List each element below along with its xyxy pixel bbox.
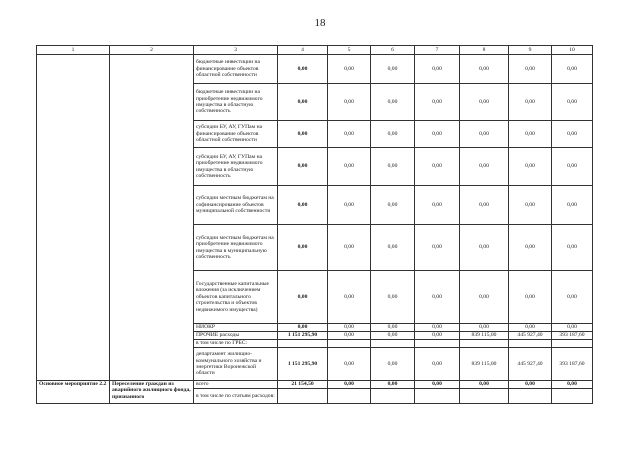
value-cell bbox=[328, 340, 371, 348]
value-cell: 0,00 bbox=[415, 84, 460, 121]
value-cell bbox=[460, 389, 509, 404]
event-number-cell: Основное мероприятие 2.2 bbox=[37, 381, 110, 404]
expense-description: НИОКР bbox=[194, 324, 278, 332]
value-cell: 0,00 bbox=[328, 332, 371, 340]
expense-description: субсидии БУ, АУ, ГУПам на финансирование объектов областной собственности bbox=[194, 121, 278, 148]
value-cell: 0,00 bbox=[552, 186, 593, 225]
expense-description: департамент жилищно-коммунального хозяйства и энергетики Воронежской области bbox=[194, 348, 278, 381]
value-cell: 0,00 bbox=[328, 381, 371, 389]
value-cell: 1 151 295,90 bbox=[278, 332, 328, 340]
empty-merged-cell bbox=[110, 55, 194, 381]
table-row bbox=[37, 55, 593, 84]
value-cell: 0,00 bbox=[371, 84, 415, 121]
table-row bbox=[37, 381, 593, 389]
value-cell: 0,00 bbox=[371, 121, 415, 148]
value-cell: 0,00 bbox=[415, 121, 460, 148]
value-cell: 0,00 bbox=[460, 271, 509, 324]
value-cell: 0,00 bbox=[552, 225, 593, 271]
value-cell: 0,00 bbox=[460, 55, 509, 84]
value-cell: 0,00 bbox=[552, 84, 593, 121]
value-cell bbox=[278, 389, 328, 404]
header-cell: 6 bbox=[371, 46, 415, 55]
value-cell: 393 187,60 bbox=[552, 348, 593, 381]
value-cell: 0,00 bbox=[415, 324, 460, 332]
value-cell: 0,00 bbox=[328, 148, 371, 186]
value-cell: 0,00 bbox=[509, 84, 552, 121]
value-cell: 0,00 bbox=[552, 271, 593, 324]
value-cell: 0,00 bbox=[552, 324, 593, 332]
value-cell: 0,00 bbox=[552, 148, 593, 186]
value-cell: 0,00 bbox=[460, 381, 509, 389]
value-cell: 0,00 bbox=[460, 324, 509, 332]
empty-merged-cell bbox=[37, 55, 110, 381]
value-cell: 0,00 bbox=[278, 225, 328, 271]
value-cell: 0,00 bbox=[278, 324, 328, 332]
value-cell: 0,00 bbox=[509, 186, 552, 225]
expense-description: Государственные капитальные вложения (за исключением объектов капитального строительства и объектов недвижимого имущества) bbox=[194, 271, 278, 324]
value-cell bbox=[278, 340, 328, 348]
expense-description: бюджетные инвестиции на финансирование объектов областной собственности bbox=[194, 55, 278, 84]
value-cell: 0,00 bbox=[278, 84, 328, 121]
value-cell: 0,00 bbox=[509, 148, 552, 186]
value-cell: 0,00 bbox=[371, 148, 415, 186]
value-cell: 0,00 bbox=[278, 148, 328, 186]
header-cell: 9 bbox=[509, 46, 552, 55]
value-cell bbox=[460, 340, 509, 348]
header-cell: 7 bbox=[415, 46, 460, 55]
value-cell: 0,00 bbox=[509, 324, 552, 332]
value-cell: 445 927,40 bbox=[509, 348, 552, 381]
value-cell: 0,00 bbox=[278, 186, 328, 225]
value-cell: 0,00 bbox=[278, 271, 328, 324]
value-cell: 1 151 295,90 bbox=[278, 348, 328, 381]
value-cell: 0,00 bbox=[371, 186, 415, 225]
value-cell: 21 154,50 bbox=[278, 381, 328, 389]
value-cell: 0,00 bbox=[328, 324, 371, 332]
value-cell: 0,00 bbox=[552, 121, 593, 148]
page-number: 18 bbox=[314, 17, 326, 29]
value-cell: 0,00 bbox=[371, 271, 415, 324]
value-cell: 0,00 bbox=[460, 84, 509, 121]
value-cell: 0,00 bbox=[460, 225, 509, 271]
value-cell: 0,00 bbox=[328, 348, 371, 381]
value-cell: 0,00 bbox=[328, 84, 371, 121]
header-cell: 2 bbox=[110, 46, 194, 55]
value-cell: 839 115,00 bbox=[460, 348, 509, 381]
value-cell: 0,00 bbox=[552, 55, 593, 84]
value-cell: 0,00 bbox=[415, 55, 460, 84]
expense-description: субсидии местным бюджетам на софинансирование объектов муниципальной собственности bbox=[194, 186, 278, 225]
value-cell: 0,00 bbox=[328, 186, 371, 225]
value-cell: 0,00 bbox=[460, 121, 509, 148]
value-cell: 839 115,00 bbox=[460, 332, 509, 340]
value-cell: 0,00 bbox=[509, 381, 552, 389]
value-cell: 0,00 bbox=[278, 121, 328, 148]
expense-description: ПРОЧИЕ расходы bbox=[194, 332, 278, 340]
expense-description: бюджетные инвестиции на приобретение недвижимого имущества в областную собственность bbox=[194, 84, 278, 121]
value-cell: 0,00 bbox=[371, 225, 415, 271]
expense-description: субсидии БУ, АУ, ГУПам на приобретение недвижимого имущества в областную собственность bbox=[194, 148, 278, 186]
header-cell: 3 bbox=[194, 46, 278, 55]
value-cell: 0,00 bbox=[328, 271, 371, 324]
header-cell: 1 bbox=[37, 46, 110, 55]
value-cell: 0,00 bbox=[415, 186, 460, 225]
value-cell: 0,00 bbox=[328, 55, 371, 84]
value-cell bbox=[509, 389, 552, 404]
value-cell: 0,00 bbox=[415, 271, 460, 324]
budget-table bbox=[36, 45, 593, 404]
value-cell: 0,00 bbox=[371, 348, 415, 381]
value-cell: 0,00 bbox=[460, 148, 509, 186]
value-cell: 0,00 bbox=[415, 225, 460, 271]
header-cell: 5 bbox=[328, 46, 371, 55]
value-cell bbox=[552, 389, 593, 404]
value-cell bbox=[328, 389, 371, 404]
value-cell bbox=[509, 340, 552, 348]
value-cell: 0,00 bbox=[371, 55, 415, 84]
value-cell: 0,00 bbox=[371, 324, 415, 332]
expense-description: всего bbox=[194, 381, 278, 389]
value-cell: 0,00 bbox=[415, 381, 460, 389]
expense-description: субсидии местным бюджетам на приобретение недвижимого имущества в муниципальную собственность bbox=[194, 225, 278, 271]
value-cell: 0,00 bbox=[371, 332, 415, 340]
header-cell: 4 bbox=[278, 46, 328, 55]
value-cell: 445 927,40 bbox=[509, 332, 552, 340]
value-cell: 0,00 bbox=[415, 332, 460, 340]
event-title-cell: Переселение граждан из аварийного жилищного фонда, признанного bbox=[110, 381, 194, 404]
value-cell: 0,00 bbox=[509, 55, 552, 84]
value-cell: 0,00 bbox=[278, 55, 328, 84]
value-cell bbox=[371, 389, 415, 404]
header-cell: 8 bbox=[460, 46, 509, 55]
header-cell: 10 bbox=[552, 46, 593, 55]
value-cell: 0,00 bbox=[509, 121, 552, 148]
value-cell: 0,00 bbox=[460, 186, 509, 225]
value-cell bbox=[415, 340, 460, 348]
value-cell: 0,00 bbox=[552, 381, 593, 389]
value-cell: 0,00 bbox=[415, 148, 460, 186]
value-cell: 0,00 bbox=[371, 381, 415, 389]
value-cell bbox=[371, 340, 415, 348]
value-cell: 393 187,60 bbox=[552, 332, 593, 340]
value-cell bbox=[552, 340, 593, 348]
value-cell: 0,00 bbox=[328, 225, 371, 271]
expense-description: в том числе по статьям расходов: bbox=[194, 389, 278, 404]
header-row bbox=[37, 46, 593, 55]
value-cell: 0,00 bbox=[509, 271, 552, 324]
expense-description: в том числе по ГРБС: bbox=[194, 340, 278, 348]
value-cell: 0,00 bbox=[328, 121, 371, 148]
value-cell: 0,00 bbox=[415, 348, 460, 381]
value-cell bbox=[415, 389, 460, 404]
value-cell: 0,00 bbox=[509, 225, 552, 271]
